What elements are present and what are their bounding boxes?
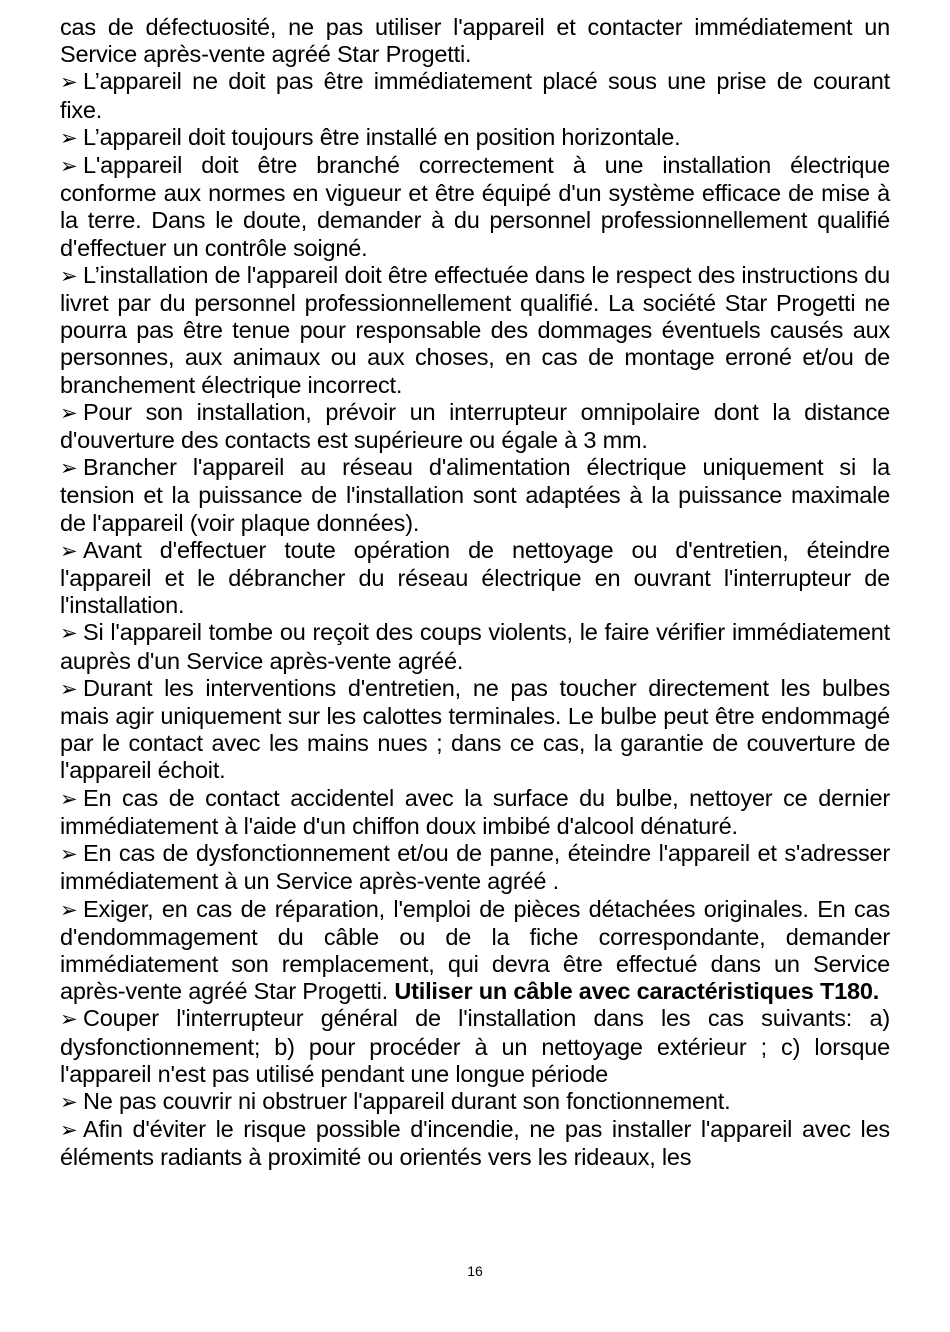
- list-item: ➢ L’appareil doit toujours être installé en position horizontale.: [60, 124, 890, 152]
- arrow-bullet-icon: ➢: [60, 842, 78, 867]
- arrow-bullet-icon: ➢: [60, 1007, 78, 1032]
- list-item: ➢ En cas de dysfonctionnement et/ou de panne, éteindre l'appareil et s'adresser immédiatement à un Service après-vente agréé .: [60, 840, 890, 895]
- arrow-bullet-icon: ➢: [60, 1089, 78, 1114]
- list-item: ➢ Brancher l'appareil au réseau d'alimentation électrique uniquement si la tension et la puissance de l'installation sont adaptées à la puissance maximale de l'appareil (voir plaque données).: [60, 454, 890, 536]
- arrow-bullet-icon: ➢: [60, 538, 78, 563]
- list-item: ➢ Exiger, en cas de réparation, l'emploi de pièces détachées originales. En cas d'endommagement du câble ou de la fiche correspondante, demander immédiatement son remplacement, qui devra être effectué dans un Service après-vente agréé Star Progetti. Utiliser un câble avec caractéristiques T180.: [60, 895, 890, 1005]
- list-item: ➢ Durant les interventions d'entretien, ne pas toucher directement les bulbes mais agir uniquement sur les calottes terminales. Le bulbe peut être endommagé par le contact avec les mains nues ; dans ce cas, la garantie de couverture de l'appareil échoit.: [60, 674, 890, 784]
- arrow-bullet-icon: ➢: [60, 1118, 78, 1143]
- arrow-bullet-icon: ➢: [60, 456, 78, 481]
- list-item: ➢ En cas de contact accidentel avec la surface du bulbe, nettoyer ce dernier immédiatement à l'aide d'un chiffon doux imbibé d'alcool dénaturé.: [60, 784, 890, 839]
- arrow-bullet-icon: ➢: [60, 897, 78, 922]
- arrow-bullet-icon: ➢: [60, 125, 78, 150]
- bold-cable-requirement: Utiliser un câble avec caractéristiques T180.: [394, 978, 880, 1005]
- list-item: ➢ Couper l'interrupteur général de l'installation dans les cas suivants: a) dysfonctionnement; b) pour procéder à un nettoyage extérieur ; c) lorsque l'appareil n'est pas utilisé pendant une longue période: [60, 1005, 890, 1087]
- list-item: ➢ Si l'appareil tombe ou reçoit des coups violents, le faire vérifier immédiatement auprès d'un Service après-vente agréé.: [60, 619, 890, 674]
- list-item: ➢ L’appareil ne doit pas être immédiatement placé sous une prise de courant fixe.: [60, 68, 890, 123]
- page-number: 16: [467, 1263, 483, 1279]
- arrow-bullet-icon: ➢: [60, 70, 78, 95]
- list-item: ➢ Ne pas couvrir ni obstruer l'appareil durant son fonctionnement.: [60, 1088, 890, 1116]
- list-item: ➢ Pour son installation, prévoir un interrupteur omnipolaire dont la distance d'ouverture des contacts est supérieure ou égale à 3 mm.: [60, 398, 890, 454]
- list-item: ➢ L'appareil doit être branché correctement à une installation électrique conforme aux normes en vigueur et être équipé d'un système efficace de mise à la terre. Dans le doute, demander à du personnel professionnellement qualifié d'effectuer un contrôle soigné.: [60, 152, 890, 261]
- arrow-bullet-icon: ➢: [60, 676, 78, 701]
- arrow-bullet-icon: ➢: [60, 154, 78, 179]
- document-body: [60, 14, 890, 1172]
- list-item: ➢ L’installation de l'appareil doit être effectuée dans le respect des instructions du livret par du personnel professionnellement qualifié. La société Star Progetti ne pourra pas être tenue pour responsable des dommages éventuels causés aux personnes, aux animaux ou aux choses, en cas de montage erroné et/ou de branchement électrique incorrect.: [60, 261, 890, 398]
- list-item: ➢ Avant d'effectuer toute opération de nettoyage ou d'entretien, éteindre l'appareil et le débrancher du réseau électrique en ouvrant l'interrupteur de l'installation.: [60, 536, 890, 619]
- arrow-bullet-icon: ➢: [60, 786, 78, 811]
- arrow-bullet-icon: ➢: [60, 621, 78, 646]
- arrow-bullet-icon: ➢: [60, 263, 78, 288]
- arrow-bullet-icon: ➢: [60, 400, 78, 425]
- paragraph: cas de défectuosité, ne pas utiliser l'appareil et contacter immédiatement un Service après-vente agréé Star Progetti.: [60, 14, 890, 68]
- list-item: ➢ Afin d'éviter le risque possible d'incendie, ne pas installer l'appareil avec les éléments radiants à proximité ou orientés vers les rideaux, les: [60, 1116, 890, 1171]
